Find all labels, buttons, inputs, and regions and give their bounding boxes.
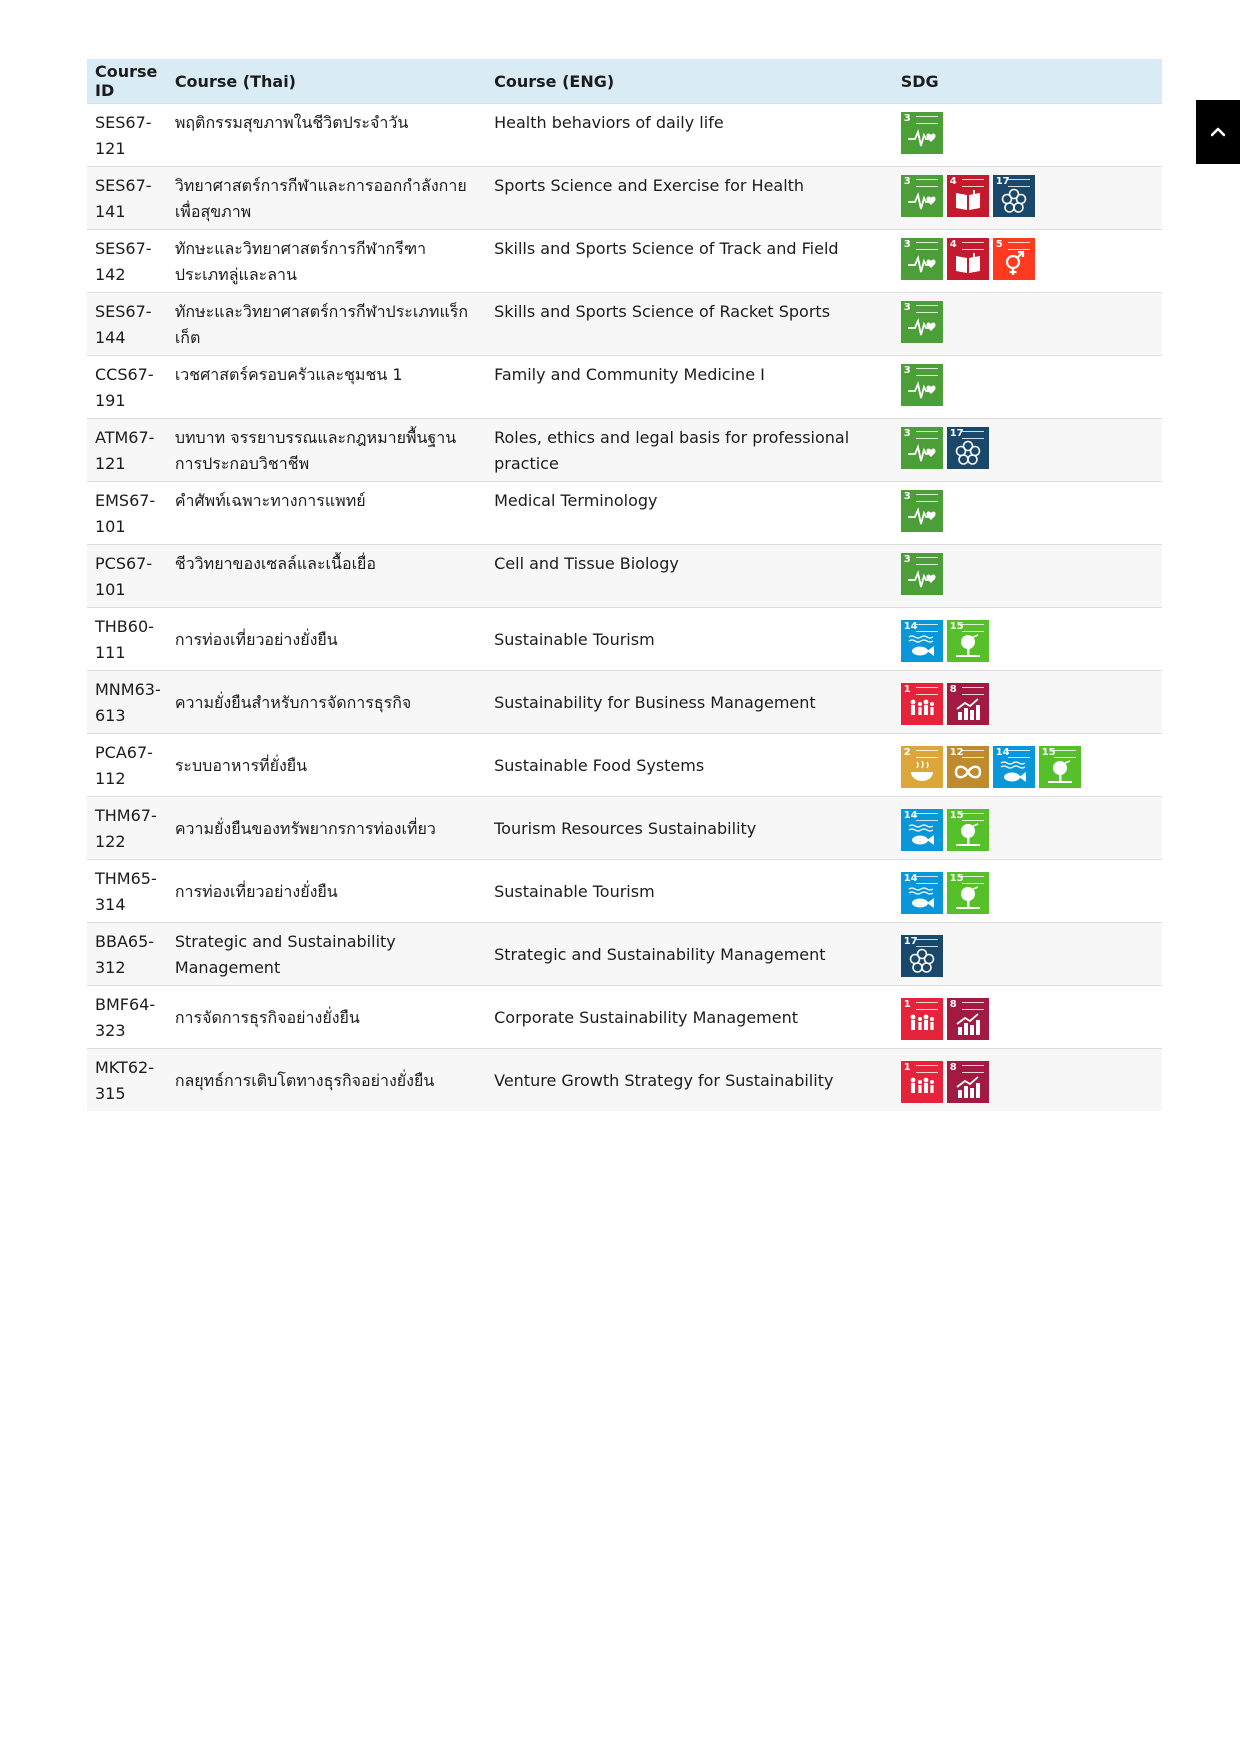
people-icon (907, 696, 937, 722)
sdg-caption-decoration (916, 1065, 938, 1073)
table-row (87, 230, 1162, 293)
sdg-number: 8 (949, 684, 957, 695)
sdg-8-badge (947, 998, 989, 1040)
course-eng-cell: Sustainable Tourism (486, 608, 893, 671)
sdg-1-badge (901, 998, 943, 1040)
sdg-number: 14 (903, 873, 918, 884)
sdg-number: 5 (995, 239, 1003, 250)
growth-chart-icon (953, 1074, 983, 1100)
tree-icon (953, 633, 983, 659)
table-row (87, 419, 1162, 482)
course-id-cell: SES67-144 (87, 293, 167, 356)
sdg-badge-list (901, 807, 1154, 851)
sdg-number: 3 (903, 428, 911, 439)
sdg-caption-decoration (916, 876, 938, 884)
sdg-number: 14 (903, 810, 918, 821)
sdg-caption-decoration (962, 813, 984, 821)
table-row (87, 734, 1162, 797)
sdg-cell (893, 608, 1162, 671)
sdg-number: 3 (903, 113, 911, 124)
sdg-caption-decoration (916, 242, 938, 250)
sdg-number: 14 (995, 747, 1010, 758)
table-row (87, 482, 1162, 545)
sdg-number: 3 (903, 302, 911, 313)
sdg-caption-decoration (916, 624, 938, 632)
course-eng-cell: Venture Growth Strategy for Sustainability (486, 1049, 893, 1112)
sdg-number: 17 (949, 428, 964, 439)
sdg-number: 3 (903, 239, 911, 250)
sdg-17-badge (993, 175, 1035, 217)
sdg-badge-list (901, 173, 1154, 217)
sdg-caption-decoration (962, 431, 984, 439)
course-id-cell: BMF64-323 (87, 986, 167, 1049)
sdg-cell (893, 167, 1162, 230)
course-thai-cell: ชีววิทยาของเซลล์และเนื้อเยื่อ (167, 545, 486, 608)
course-id-cell: THM65-314 (87, 860, 167, 923)
table-row (87, 797, 1162, 860)
course-id-cell: EMS67-101 (87, 482, 167, 545)
course-id-cell: ATM67-121 (87, 419, 167, 482)
course-thai-cell: กลยุทธ์การเติบโตทางธุรกิจอย่างยั่งยืน (167, 1049, 486, 1112)
sdg-caption-decoration (916, 305, 938, 313)
heartbeat-icon (907, 440, 937, 466)
sdg-badge-list (901, 362, 1154, 406)
course-id-cell: MKT62-315 (87, 1049, 167, 1112)
course-thai-cell: ความยั่งยืนสำหรับการจัดการธุรกิจ (167, 671, 486, 734)
scroll-to-top-button[interactable] (1196, 100, 1240, 164)
sdg-number: 3 (903, 554, 911, 565)
sdg-cell (893, 923, 1162, 986)
sdg-cell (893, 419, 1162, 482)
heartbeat-icon (907, 503, 937, 529)
course-eng-cell: Family and Community Medicine I (486, 356, 893, 419)
sdg-caption-decoration (916, 813, 938, 821)
course-thai-cell: ระบบอาหารที่ยั่งยืน (167, 734, 486, 797)
sdg-14-badge (901, 872, 943, 914)
sdg-1-badge (901, 683, 943, 725)
sdg-number: 14 (903, 621, 918, 632)
sdg-badge-list (901, 299, 1154, 343)
course-thai-cell: การจัดการธุรกิจอย่างยั่งยืน (167, 986, 486, 1049)
sdg-3-badge (901, 427, 943, 469)
sdg-caption-decoration (962, 242, 984, 250)
sdg-badge-list (901, 744, 1154, 788)
course-eng-cell: Sustainable Food Systems (486, 734, 893, 797)
course-thai-cell: พฤติกรรมสุขภาพในชีวิตประจำวัน (167, 104, 486, 167)
sdg-14-badge (901, 620, 943, 662)
sdg-number: 17 (903, 936, 918, 947)
sdg-number: 1 (903, 1062, 911, 1073)
sdg-cell (893, 545, 1162, 608)
sdg-14-badge (993, 746, 1035, 788)
table-row (87, 356, 1162, 419)
tree-icon (1045, 759, 1075, 785)
course-eng-cell: Sustainability for Business Management (486, 671, 893, 734)
course-thai-cell: วิทยาศาสตร์การกีฬาและการออกกำลังกายเพื่อสุขภาพ (167, 167, 486, 230)
sdg-17-badge (901, 935, 943, 977)
sdg-caption-decoration (916, 750, 938, 758)
sdg-caption-decoration (916, 179, 938, 187)
sdg-8-badge (947, 683, 989, 725)
table-row (87, 293, 1162, 356)
course-eng-cell: Strategic and Sustainability Management (486, 923, 893, 986)
growth-chart-icon (953, 696, 983, 722)
people-icon (907, 1074, 937, 1100)
sdg-number: 15 (949, 810, 964, 821)
sdg-caption-decoration (1008, 179, 1030, 187)
table-row (87, 608, 1162, 671)
sdg-cell (893, 860, 1162, 923)
course-eng-cell: Roles, ethics and legal basis for professional practice (486, 419, 893, 482)
sdg-caption-decoration (916, 557, 938, 565)
sdg-cell (893, 293, 1162, 356)
fish-icon (907, 885, 937, 911)
table-row (87, 167, 1162, 230)
header-course-id: Course ID (87, 59, 167, 104)
course-id-cell: SES67-142 (87, 230, 167, 293)
course-id-cell: BBA65-312 (87, 923, 167, 986)
sdg-number: 4 (949, 239, 957, 250)
sdg-8-badge (947, 1061, 989, 1103)
course-id-cell: PCS67-101 (87, 545, 167, 608)
sdg-4-badge (947, 175, 989, 217)
heartbeat-icon (907, 188, 937, 214)
course-eng-cell: Cell and Tissue Biology (486, 545, 893, 608)
fish-icon (999, 759, 1029, 785)
flower-icon (907, 948, 937, 974)
sdg-cell (893, 1049, 1162, 1112)
sdg-caption-decoration (962, 1065, 984, 1073)
course-eng-cell: Skills and Sports Science of Racket Sports (486, 293, 893, 356)
sdg-caption-decoration (962, 876, 984, 884)
fish-icon (907, 633, 937, 659)
sdg-cell (893, 797, 1162, 860)
course-eng-cell: Medical Terminology (486, 482, 893, 545)
sdg-1-badge (901, 1061, 943, 1103)
course-eng-cell: Skills and Sports Science of Track and Field (486, 230, 893, 293)
sdg-number: 15 (1041, 747, 1056, 758)
sdg-badge-list (901, 618, 1154, 662)
sdg-caption-decoration (916, 687, 938, 695)
sdg-badge-list (901, 236, 1154, 280)
sdg-number: 1 (903, 999, 911, 1010)
course-eng-cell: Health behaviors of daily life (486, 104, 893, 167)
book-icon (953, 188, 983, 214)
sdg-15-badge (947, 872, 989, 914)
sdg-caption-decoration (962, 750, 984, 758)
sdg-number: 15 (949, 621, 964, 632)
sdg-cell (893, 482, 1162, 545)
sdg-caption-decoration (916, 494, 938, 502)
sdg-cell (893, 734, 1162, 797)
table-row (87, 671, 1162, 734)
course-id-cell: MNM63-613 (87, 671, 167, 734)
sdg-caption-decoration (916, 939, 938, 947)
sdg-4-badge (947, 238, 989, 280)
sdg-3-badge (901, 112, 943, 154)
course-thai-cell: ทักษะและวิทยาศาสตร์การกีฬาประเภทแร็กเก็ต (167, 293, 486, 356)
tree-icon (953, 885, 983, 911)
sdg-17-badge (947, 427, 989, 469)
course-thai-cell: บทบาท จรรยาบรรณและกฎหมายพื้นฐานการประกอบวิชาชีพ (167, 419, 486, 482)
sdg-number: 15 (949, 873, 964, 884)
sdg-number: 1 (903, 684, 911, 695)
sdg-3-badge (901, 553, 943, 595)
sdg-cell (893, 986, 1162, 1049)
people-icon (907, 1011, 937, 1037)
course-id-cell: THB60-111 (87, 608, 167, 671)
course-thai-cell: Strategic and Sustainability Management (167, 923, 486, 986)
sdg-caption-decoration (962, 179, 984, 187)
course-thai-cell: คำศัพท์เฉพาะทางการแพทย์ (167, 482, 486, 545)
header-course-thai: Course (Thai) (167, 59, 486, 104)
fish-icon (907, 822, 937, 848)
table-body (87, 104, 1162, 1112)
table-row (87, 986, 1162, 1049)
sdg-3-badge (901, 238, 943, 280)
sdg-badge-list (901, 425, 1154, 469)
sdg-caption-decoration (1008, 242, 1030, 250)
sdg-badge-list (901, 488, 1154, 532)
sdg-badge-list (901, 551, 1154, 595)
course-thai-cell: การท่องเที่ยวอย่างยั่งยืน (167, 608, 486, 671)
course-thai-cell: ความยั่งยืนของทรัพยากรการท่องเที่ยว (167, 797, 486, 860)
sdg-caption-decoration (962, 687, 984, 695)
flower-icon (999, 188, 1029, 214)
sdg-15-badge (1039, 746, 1081, 788)
table-row (87, 545, 1162, 608)
sdg-caption-decoration (962, 1002, 984, 1010)
sdg-badge-list (901, 996, 1154, 1040)
growth-chart-icon (953, 1011, 983, 1037)
course-id-cell: CCS67-191 (87, 356, 167, 419)
sdg-number: 17 (995, 176, 1010, 187)
sdg-number: 12 (949, 747, 964, 758)
sdg-caption-decoration (1008, 750, 1030, 758)
food-bowl-icon (907, 759, 937, 785)
course-eng-cell: Sustainable Tourism (486, 860, 893, 923)
sdg-badge-list (901, 1059, 1154, 1103)
gender-icon (999, 251, 1029, 277)
course-thai-cell: เวชศาสตร์ครอบครัวและชุมชน 1 (167, 356, 486, 419)
course-eng-cell: Sports Science and Exercise for Health (486, 167, 893, 230)
sdg-cell (893, 671, 1162, 734)
sdg-2-badge (901, 746, 943, 788)
infinity-icon (953, 759, 983, 785)
sdg-badge-list (901, 681, 1154, 725)
header-sdg: SDG (893, 59, 1162, 104)
course-thai-cell: การท่องเที่ยวอย่างยั่งยืน (167, 860, 486, 923)
sdg-15-badge (947, 809, 989, 851)
table-row (87, 1049, 1162, 1112)
table-row (87, 104, 1162, 167)
sdg-15-badge (947, 620, 989, 662)
sdg-number: 3 (903, 365, 911, 376)
course-table (87, 59, 1162, 1111)
sdg-3-badge (901, 175, 943, 217)
flower-icon (953, 440, 983, 466)
tree-icon (953, 822, 983, 848)
heartbeat-icon (907, 251, 937, 277)
chevron-up-icon (1211, 127, 1225, 137)
sdg-14-badge (901, 809, 943, 851)
book-icon (953, 251, 983, 277)
heartbeat-icon (907, 314, 937, 340)
course-id-cell: THM67-122 (87, 797, 167, 860)
heartbeat-icon (907, 566, 937, 592)
header-course-eng: Course (ENG) (486, 59, 893, 104)
sdg-caption-decoration (962, 624, 984, 632)
sdg-badge-list (901, 110, 1154, 154)
sdg-3-badge (901, 301, 943, 343)
course-id-cell: PCA67-112 (87, 734, 167, 797)
course-thai-cell: ทักษะและวิทยาศาสตร์การกีฬากรีฑาประเภทลู่และลาน (167, 230, 486, 293)
heartbeat-icon (907, 125, 937, 151)
sdg-caption-decoration (916, 368, 938, 376)
sdg-3-badge (901, 364, 943, 406)
sdg-number: 2 (903, 747, 911, 758)
sdg-cell (893, 356, 1162, 419)
table-row (87, 923, 1162, 986)
sdg-12-badge (947, 746, 989, 788)
sdg-5-badge (993, 238, 1035, 280)
heartbeat-icon (907, 377, 937, 403)
sdg-number: 8 (949, 999, 957, 1010)
sdg-caption-decoration (916, 116, 938, 124)
sdg-caption-decoration (916, 431, 938, 439)
course-id-cell: SES67-141 (87, 167, 167, 230)
table-header-row (87, 59, 1162, 104)
sdg-caption-decoration (1054, 750, 1076, 758)
sdg-3-badge (901, 490, 943, 532)
course-eng-cell: Corporate Sustainability Management (486, 986, 893, 1049)
sdg-number: 8 (949, 1062, 957, 1073)
sdg-cell (893, 104, 1162, 167)
sdg-number: 3 (903, 176, 911, 187)
sdg-number: 3 (903, 491, 911, 502)
sdg-badge-list (901, 933, 1154, 977)
sdg-caption-decoration (916, 1002, 938, 1010)
sdg-cell (893, 230, 1162, 293)
table-row (87, 860, 1162, 923)
sdg-badge-list (901, 870, 1154, 914)
course-eng-cell: Tourism Resources Sustainability (486, 797, 893, 860)
sdg-number: 4 (949, 176, 957, 187)
course-id-cell: SES67-121 (87, 104, 167, 167)
